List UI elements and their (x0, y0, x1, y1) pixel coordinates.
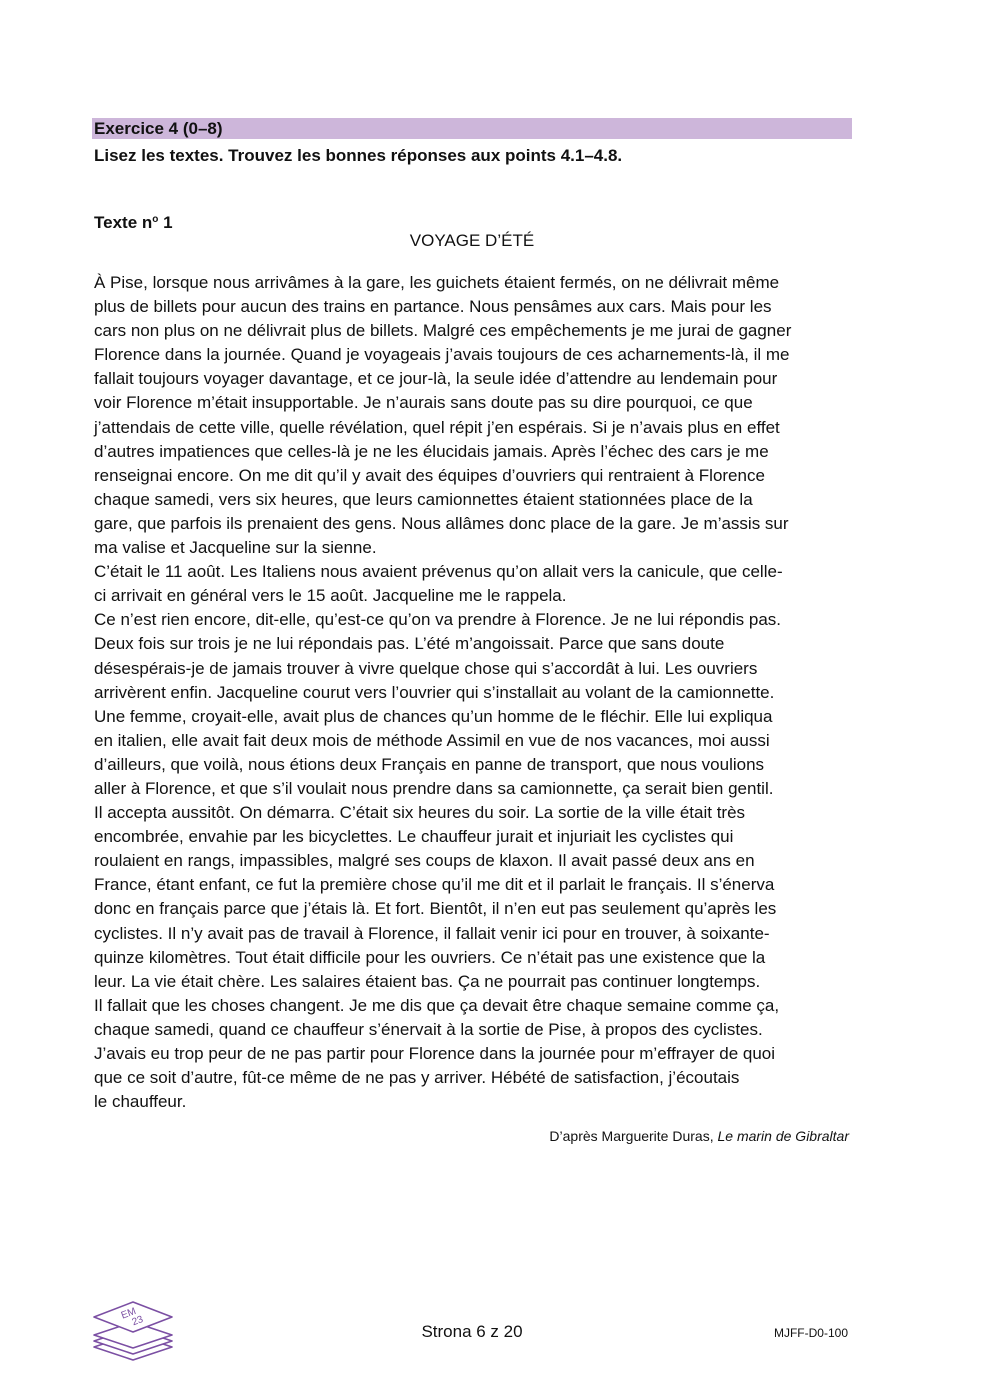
story-line: chaque samedi, quand ce chauffeur s’énervait à la sortie de Pise, à propos des cyclistes. (94, 1019, 763, 1039)
exercise-header-text: Exercice 4 (0–8) (94, 119, 223, 138)
document-code: MJFF-D0-100 (773, 1326, 848, 1340)
story-line: renseignai encore. On me dit qu’il y avait des équipes d’ouvriers qui rentraient à Florence (94, 465, 765, 485)
story-line: Il accepta aussitôt. On démarra. C’était six heures du soir. La sortie de la ville était très (94, 803, 746, 823)
source-work-title: Le marin de Gibraltar (717, 1128, 849, 1144)
story-line: roulaient en rangs, impassibles, malgré ses coups de klaxon. Il avait passé deux ans en (94, 851, 755, 871)
story-line: quinze kilomètres. Tout était difficile pour les ouvriers. Ce n’était pas une existence que la (94, 947, 766, 967)
story-line: Deux fois sur trois je ne lui répondais pas. L’été m’angoissait. Parce que sans doute (94, 634, 725, 654)
text-label-number: 1 (158, 213, 173, 232)
story-line: J’avais eu trop peur de ne pas partir pour Florence dans la journée pour m’effrayer de quoi (94, 1044, 776, 1063)
story-line: cars non plus on ne délivrait plus de billets. Malgré ces empêchements je me jurai de gagner (94, 321, 792, 341)
story-line: en italien, elle avait fait deux mois de méthode Assimil en vue de nos vacances, moi aussi (94, 730, 770, 750)
exercise-instruction: Lisez les textes. Trouvez les bonnes réponses aux points 4.1–4.8. (94, 146, 623, 165)
story-line: que ce soit d’autre, fût-ce même de ne pas y arriver. Hébété de satisfaction, j’écoutais (94, 1068, 740, 1088)
logo-text-year: 23 (130, 1314, 145, 1329)
story-line: ci arrivait en général vers le 15 août. Jacqueline me le rappela. (94, 586, 567, 606)
source-author: D’après Marguerite Duras, (549, 1128, 718, 1144)
story-line: Une femme, croyait-elle, avait plus de chances qu’un homme de le fléchir. Elle lui expliqua (94, 706, 773, 726)
story-line: chaque samedi, vers six heures, que leurs camionnettes étaient stationnées place de la (94, 489, 753, 509)
text-label-prefix: Texte n (94, 213, 153, 232)
story-line: voir Florence m’était insupportable. Je n’aurais sans doute pas su dire pourquoi, ce que (94, 393, 753, 413)
story-line: fallait toujours voyager davantage, et ce jour-là, la seule idée d’attendre au lendemain pour (94, 369, 778, 389)
exercise-header (92, 118, 852, 139)
story-title: VOYAGE D’ÉTÉ (409, 231, 535, 250)
text-label-superscript: o (152, 214, 159, 225)
story-line: plus de billets pour aucun des trains en partance. Nous pensâmes aux cars. Mais pour les (94, 297, 772, 317)
story-line: gare, que parfois ils prenaient des gens. Nous allâmes donc place de la gare. Je m’assis sur (94, 513, 789, 533)
story-line: À Pise, lorsque nous arrivâmes à la gare, les guichets étaient fermés, on ne délivrait même (94, 273, 780, 292)
story-line: Il fallait que les choses changent. Je me dis que ça devait être chaque semaine comme ça, (94, 995, 780, 1015)
page-number: Strona 6 z 20 (421, 1322, 523, 1341)
story-line: le chauffeur. (94, 1092, 187, 1112)
story-line: Ce n’est rien encore, dit-elle, qu’est-ce qu’on va prendre à Florence. Je ne lui répondis pas. (94, 610, 781, 630)
story-line: d’autres impatiences que celles-là je ne les élucidais jamais. Après l’échec des cars je me (94, 441, 769, 461)
logo-text-em: EM (119, 1306, 138, 1322)
story-body (94, 271, 854, 1114)
story-line: encombrée, envahie par les bicyclettes. Le chauffeur jurait et injuriait les cyclistes qui (94, 827, 734, 847)
story-line: aller à Florence, et que s’il voulait nous prendre dans sa camionnette, ça serait bien gentil. (94, 778, 774, 798)
source-citation (549, 1127, 849, 1145)
story-line: ma valise et Jacqueline sur la sienne. (94, 538, 377, 558)
story-line: désespérais-je de jamais trouver à vivre quelque chose qui s’accordât à lui. Les ouvriers (94, 658, 758, 678)
story-line: cyclistes. Il n’y avait pas de travail à Florence, il fallait venir ici pour en trouver, à soixante- (94, 923, 770, 943)
story-line: j’attendais de cette ville, quelle révélation, quel répit j’en espérais. Si je n’avais plus en effet (94, 417, 780, 437)
story-line: Florence dans la journée. Quand je voyageais j’avais toujours de ces acharnements-là, il me (94, 345, 790, 365)
story-line: arrivèrent enfin. Jacqueline courut vers l’ouvrier qui s’installait au volant de la camionnette. (94, 682, 775, 702)
story-line: leur. La vie était chère. Les salaires étaient bas. Ça ne pourrait pas continuer longtemps. (94, 971, 761, 991)
story-line: donc en français parce que j’étais là. Et fort. Bientôt, il n’en eut pas seulement qu’après les (94, 899, 777, 919)
story-line: C’était le 11 août. Les Italiens nous avaient prévenus qu’on allait vers la canicule, que celle- (94, 562, 783, 582)
story-line: France, étant enfant, ce fut la première chose qu’il me dit et il parlait le français. Il s’énerva (94, 875, 775, 895)
story-line: d’ailleurs, que voilà, nous étions deux Français en panne de transport, que nous voulions (94, 754, 765, 774)
